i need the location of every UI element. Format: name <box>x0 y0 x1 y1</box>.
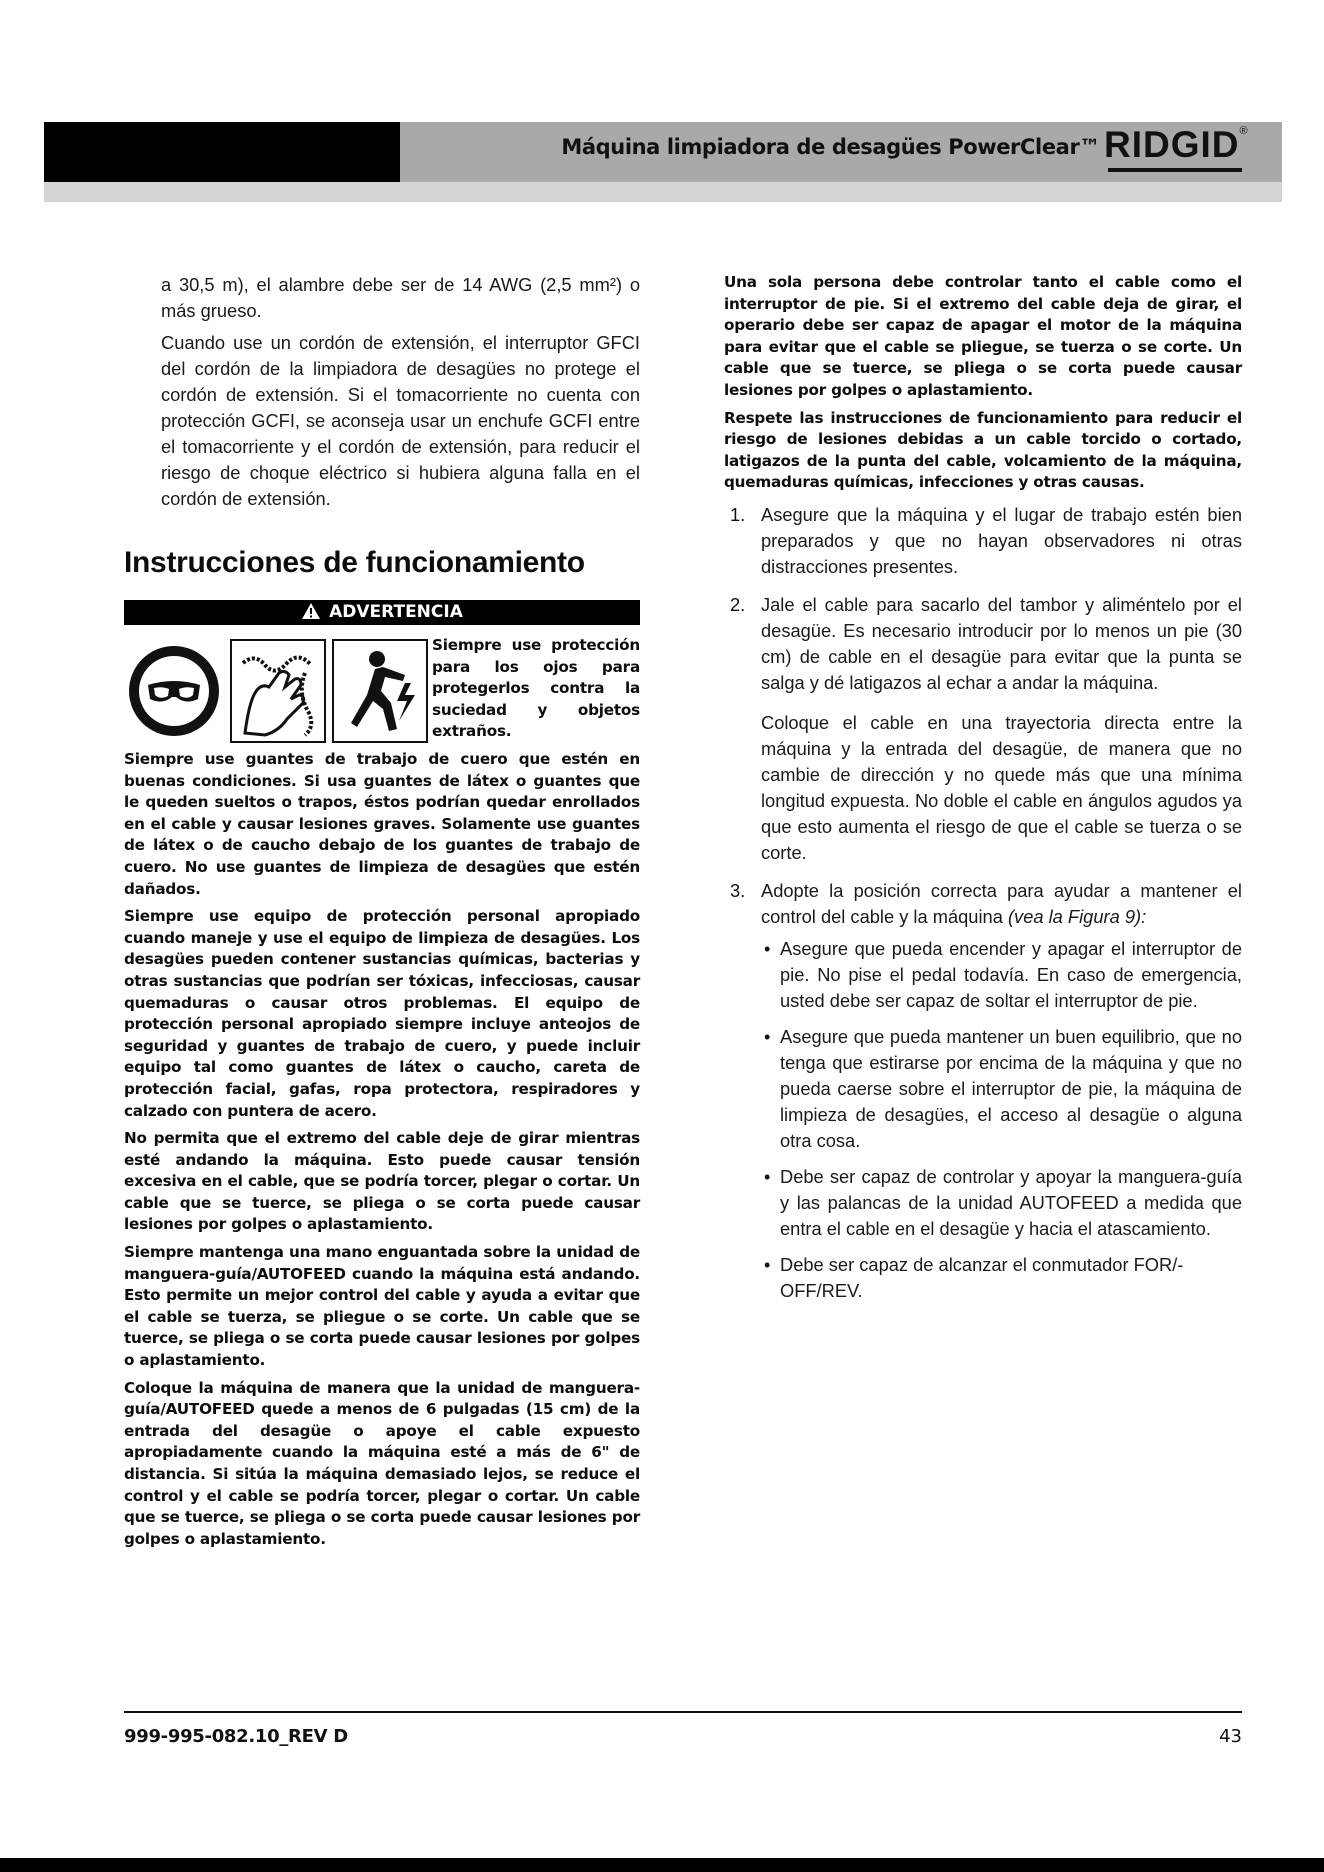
step-number: 3. <box>730 879 746 901</box>
bullet-item <box>761 1252 1242 1304</box>
bullet-icon: • <box>764 1254 771 1275</box>
advertencia-label: ADVERTENCIA <box>329 602 463 622</box>
step-item <box>724 878 1242 1304</box>
bullet-icon: • <box>764 938 771 959</box>
ridgid-logo <box>1104 124 1249 165</box>
bottom-edge-bar <box>0 1858 1324 1872</box>
header-black-band <box>44 122 400 182</box>
machine-position-warning: Coloque la máquina de manera que la unidad de manguera-guía/AUTOFEED quede a menos de 6 pulgadas (15 cm) de la entrada del desagüe o apoye el cable expuesto apropiadamente cuando la máquina esté a más de 6" de distancia. Si sitúa la máquina demasiado lejos, se reduce el control y el cable se podría torcer, plegar o cortar. Un cable que se tuerce, se pliega o se corta puede causar lesiones por golpes o aplastamiento. <box>124 1378 640 1548</box>
step-extra-text: Coloque el cable en una trayectoria directa entre la máquina y la entrada del desagüe, de manera que no cambie de dirección y no quede más que una mínima longitud expuesta. No doble el cable en ángulos agudos ya que esto aumenta el riesgo de que el cable se tuerza o se corte. <box>761 711 1242 863</box>
eye-protection-warning: Siempre use protección para los ojos para protegerlos contra la suciedad y objetos extraños. <box>432 636 640 741</box>
gloves-warning: Siempre use guantes de trabajo de cuero que estén en buenas condiciones. Si usa guantes de látex o guantes que le queden sueltos o trapos, éstos podrían quedar enrollados en el cable y causar lesiones graves. Solamente use guantes de látex o de caucho debajo de los guantes de trabajo de cuero. No use guantes de limpieza de desagües que estén dañados. <box>124 750 640 898</box>
bullet-item <box>761 936 1242 1014</box>
bullet-text: Debe ser capaz de controlar y apoyar la manguera-guía y las palancas de la unidad AUTOFEED a medida que entra el cable en el desagüe y hacia el atascamiento. <box>780 1165 1242 1239</box>
section-title: Instrucciones de funcionamiento <box>124 546 585 579</box>
operation-steps <box>724 502 1242 1304</box>
logo-underline <box>1108 168 1242 172</box>
step-number: 2. <box>730 593 746 615</box>
intro-paragraph-1: a 30,5 m), el alambre debe ser de 14 AWG (2,5 mm²) o más grueso. <box>161 274 640 321</box>
step-number: 1. <box>730 503 746 525</box>
bullet-text: Asegure que pueda mantener un buen equilibrio, que no tenga que estirarse por encima de la máquina y que no pueda caerse sobre el interruptor de pie, la máquina de limpieza de desagües, el acceso al desagüe o alguna otra cosa. <box>780 1025 1242 1151</box>
position-bullets <box>761 936 1242 1304</box>
follow-instructions-warning: Respete las instrucciones de funcionamiento para reducir el riesgo de lesiones debidas a un cable torcido o cortado, latigazos de la punta del cable, volcamiento de la máquina, quemaduras químicas, infecciones y otras causas. <box>724 408 1242 492</box>
cable-spin-warning: No permita que el extremo del cable deje de girar mientras esté andando la máquina. Esto puede causar tensión excesiva en el cable, que se podría torcer, plegar o cortar. Un cable que se tuerce, se pliega o se corta puede causar lesiones por golpes o aplastamiento. <box>124 1129 640 1234</box>
step-item <box>724 592 1242 866</box>
brand-registered-mark: ® <box>1239 125 1249 137</box>
document-number: 999-995-082.10_REV D <box>124 1726 348 1747</box>
left-column <box>124 272 640 1556</box>
footer-divider <box>124 1711 1242 1713</box>
warning-triangle-icon <box>301 602 321 628</box>
electric-shock-icon <box>332 639 428 743</box>
header-gray-shadow <box>44 182 1282 202</box>
bullet-icon: • <box>764 1026 771 1047</box>
warning-icons-row <box>124 635 640 743</box>
safety-glasses-icon <box>124 639 224 743</box>
right-column <box>724 272 1242 1316</box>
header-title: Máquina limpiadora de desagües PowerClear™ <box>561 135 1100 159</box>
bullet-item <box>761 1024 1242 1154</box>
step-item <box>724 502 1242 580</box>
step-text: Asegure que la máquina y el lugar de trabajo estén bien preparados y que no hayan observadores ni otras distracciones presentes. <box>761 503 1242 577</box>
figure-reference: (vea la Figura 9): <box>1007 905 1147 927</box>
brand-name: RIDGID <box>1104 124 1240 165</box>
safety-icons <box>124 635 428 743</box>
advertencia-bar <box>124 600 640 625</box>
intro-paragraph-2: Cuando use un cordón de extensión, el interruptor GFCI del cordón de la limpiadora de desagües no protege el cordón de extensión. Si el tomacorriente no cuenta con protección GCFI, se aconseja usar un enchufe GCFI entre el tomacorriente y el cordón de extensión, para reducir el riesgo de choque eléctrico si hubiera alguna falla en el cordón de extensión. <box>161 332 640 509</box>
ppe-warning: Siempre use equipo de protección personal apropiado cuando maneje y use el equipo de limpieza de desagües. Los desagües pueden contener sustancias químicas, bacterias y otras sustancias que podrían ser tóxicas, infecciosas, causar quemaduras o causar otros problemas. El equipo de protección personal apropiado siempre incluye anteojos de seguridad y guantes de trabajo de cuero, y puede incluir equipo tal como guantes de látex o caucho, careta de protección facial, gafas, ropa protectora, respiradores y calzado con puntera de acero. <box>124 907 640 1120</box>
step-text <box>761 878 1242 930</box>
bullet-text: Asegure que pueda encender y apagar el interruptor de pie. No pise el pedal todavía. En caso de emergencia, usted debe ser capaz de soltar el interruptor de pie. <box>780 937 1242 1011</box>
bullet-item <box>761 1164 1242 1242</box>
page-number: 43 <box>1219 1726 1242 1747</box>
gloved-hand-warning: Siempre mantenga una mano enguantada sobre la unidad de manguera-guía/AUTOFEED cuando la máquina está andando. Esto permite un mejor control del cable y ayuda a evitar que el cable se tuerza, se pliegue o se corte. Un cable que se tuerce, se pliega o se corta puede causar lesiones por golpes o aplastamiento. <box>124 1243 640 1370</box>
step-text-main: Adopte la posición correcta para ayudar a mantener el control del cable y la máquina <box>761 879 1242 927</box>
single-operator-warning: Una sola persona debe controlar tanto el cable como el interruptor de pie. Si el extremo del cable deja de girar, el operario debe ser capaz de apagar el motor de la máquina para evitar que el cable se pliegue, se tuerza o se corte. Un cable que se tuerce, se pliega o se corta puede causar lesiones por golpes o aplastamiento. <box>724 273 1242 399</box>
bullet-icon: • <box>764 1166 771 1187</box>
cable-glove-icon <box>230 639 326 743</box>
bullet-text: Debe ser capaz de alcanzar el conmutador FOR/-OFF/REV. <box>780 1253 1184 1301</box>
step-text: Jale el cable para sacarlo del tambor y aliméntelo por el desagüe. Es necesario introducir por lo menos un pie (30 cm) de cable en el desagüe para evitar que la punta se salga y dé latigazos al echar a andar la máquina. <box>761 593 1242 693</box>
